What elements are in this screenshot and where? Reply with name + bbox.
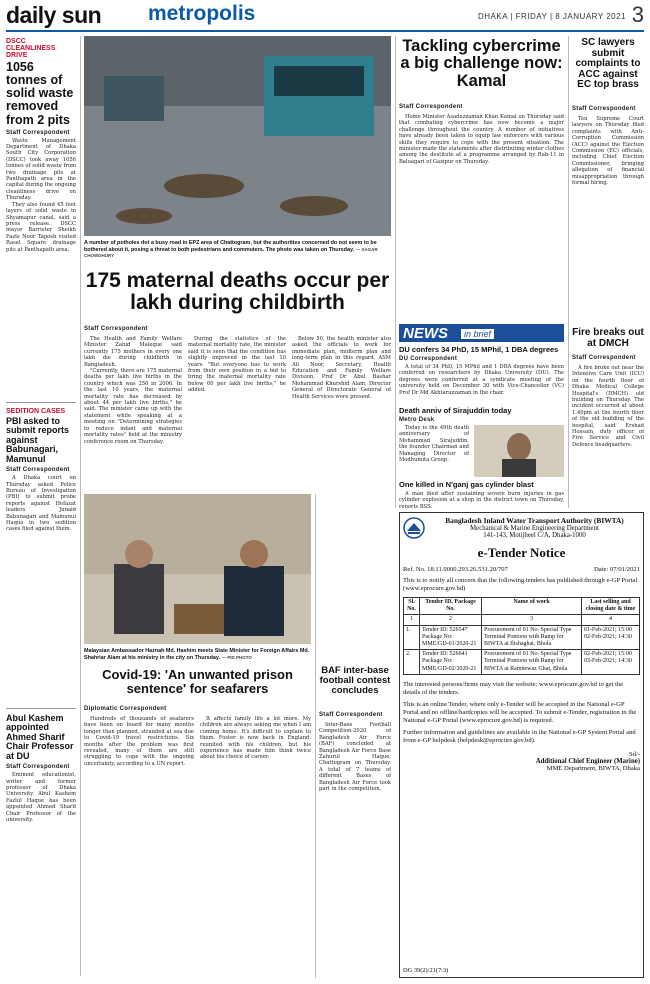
brief-du-degrees-headline: DU confers 34 PhD, 15 MPhil, 1 DBA degrees — [399, 345, 559, 354]
photo-ambassador — [84, 494, 311, 644]
main-story-col-2: During the statistics of the maternal mortality rate, the minister said it is seen that the condition has slightly improved in the last 10 years. "But everyone has to work from their own position in a bid to bring the maternal mortality rate below 60 per lakh live births," he added. — [188, 336, 286, 394]
tender-note-website: The interested persons/firms may visit the website: www.eprocure.gov.bd to get the details of the tenders. — [403, 680, 624, 696]
masthead-paper-name: daily sun — [6, 2, 102, 28]
brief-du-chair — [6, 714, 76, 982]
covid-story-headline: Covid-19: 'An unwanted prison sentence' for seafarers — [102, 667, 293, 696]
potholes-photo-illustration — [84, 36, 391, 236]
brief-dscc-byline: Staff Correspondent — [6, 129, 70, 136]
fire-headline: Fire breaks out at DMCH — [572, 327, 644, 349]
acc-body: Ten Supreme Court lawyers on Thursday filed complaints with Anti-Corruption Commission (ACC) against the Election Commission (EC) officials, including Chief Election Commissioner, bringing allegation of financial misappropriation through formal hiring. — [572, 116, 644, 187]
brief-du-chair-headline: Abul Kashem appointed Ahmed Sharif Chair Professor at DU — [6, 713, 74, 761]
acc-byline: Staff Correspondent — [572, 106, 636, 112]
tender-address: 141-143, Motijheel C/A, Dhaka-1000 — [483, 532, 586, 539]
table-cell: 01-Feb-2021; 15:00 02-Feb-2021; 14:30 — [582, 625, 640, 650]
baf-story-body: Inter-Base Football Competition-2020 of Bangladesh Air Force (BAF) concluded at Bangladesh Air Force Base Zahurul Haque, Chattogram on Thursday. A total of 7 teams of different Bases of Bangladesh Air Force took part in the competition. — [319, 722, 391, 793]
covid-story-col-2: It affects family life a lot more. My children are always asking me when I am coming home. It's difficult to explain to them. Foster is now back in England, reunited with his children, but his experience has made him think twice about his choice of career. — [200, 716, 311, 761]
fire-body: A fire broke out near the Intensive Care Unit (ICU) on the fourth floor of Dhaka Medical College Hospital's (DMCH) old building on Thursday. The incident occurred at about 1.40pm at the fourth floor of the old building of the hospital, said Ershad Hossain, duty officer of Fire Service and Civil Defence headquarters. — [572, 365, 644, 448]
tender-signer-dept: MME Department, BIWTA, Dhaka — [546, 764, 640, 772]
baf-story-byline: Staff Correspondent — [319, 712, 383, 718]
table-row — [404, 625, 640, 650]
cybercrime-body: Home Minister Asaduzzaman Khan Kamal on Thursday said that combating cybercrime has now become a major challenge throughout the country. A number of initiatives have already been taken to equip law enforcers with various skills they require to cope with the present situation. The minister made the statements after distributing winter clothes among the destitute at a programme arranged by Rab-11 in Baluagari of Gazipur on Thursday. — [399, 114, 564, 165]
table-cell: 2. — [404, 650, 420, 675]
divider — [6, 402, 76, 403]
cybercrime-byline: Staff Correspondent — [399, 104, 463, 110]
tender-intro: This is to notify all concern that the following tenders has published through e-GP Portal (www.eprocure.gov.bd) — [403, 577, 638, 592]
brief-sirajuddin-headline: Death anniv of Sirajuddin today — [399, 406, 512, 415]
tender-code: DG 39(2)/21(7:3) — [403, 967, 449, 974]
photo-ambassador-caption: Malaysian Ambassador Haznah Md. Hashim meets State Minister for Foreign Affairs Md. Shahriar Alam at his ministry in the city on Thursday. — PID PHOTO — [84, 648, 310, 661]
brief-du-degrees-body: A total of 34 PhD, 15 MPhil and 1 DBA degrees have been conferred on researchers by Dhaka University (DU). The degrees were conferred at a syndicate meeting of the university held on December 30 with Vice-Chancellor (VC) Prof Dr Md Akhtaruzzaman in the chair. — [399, 364, 564, 396]
photo-potholes — [84, 36, 391, 236]
table-header-cell: Tender ID, Package No. — [420, 598, 482, 615]
column-divider — [568, 36, 569, 508]
tender-signer: Additional Chief Engineer (Marine) — [535, 757, 640, 765]
covid-story-col-1: Hundreds of thousands of seafarers have been on board for many months longer than planned, stranded at sea due to Covid-19 travel restrictions. Six months after the problem was first revealed, many of them are still struggling to cope with the ongoing uncertainty, according to a UN report. — [84, 716, 194, 767]
masthead-rule — [6, 30, 644, 32]
main-story-col-1: The Health and Family Welfare Minister Zahid Maleque said currently 175 mothers in every one lakh die during childbirth in Bangladesh. "Currently, there are 175 maternal deaths per lakh live births in the country which was 250 in 2006. In the last 10 years, the maternal mortality rate has decreased by about 44 per lakh live births," he said. The minister came up with the statement while speaking at a meeting on "Determining strategies to reduce infant and maternal mortality rates" held at the ministry conference room on Thursday. — [84, 336, 182, 445]
acc-headline: SC lawyers submit complaints to ACC against EC top brass — [575, 37, 641, 90]
table-cell: 2 — [420, 615, 482, 625]
brief-sedition — [6, 408, 76, 705]
tender-title: e-Tender Notice — [477, 545, 566, 560]
brief-dscc — [6, 38, 76, 428]
tender-table — [403, 597, 640, 675]
main-story-col-3: Below 50, the health minister also asked the officials to work for immediate plan, midterm plan and long-term plan in this regard. ASM Ali Noor, Secretary, Health Education and Family Welfare Division, Prof Dr Abul Bashar Mohammad Khurshid Alam, Director General of Directorate General of Health Services were present. — [292, 336, 391, 400]
brief-gas-blast-headline: One killed in N'ganj gas cylinder blast — [399, 480, 534, 489]
divider — [6, 708, 76, 709]
tender-note-guidelines: Further information and guidelines are available in the National e-GP System Portal and from e-GP helpdesk (helpdesk@eprocure.gov.bd). — [403, 728, 636, 744]
table-header-cell: Last selling and closing date & time — [582, 598, 640, 615]
column-divider — [395, 36, 396, 508]
brief-sedition-byline: Staff Correspondent — [6, 467, 70, 474]
table-header-cell: Name of work — [482, 598, 582, 615]
table-cell: 1 — [404, 615, 420, 625]
brief-du-degrees-byline: DU Correspondent — [399, 356, 458, 362]
table-cell: Procurement of 01 No. Special Type Terminal Pontoon with Ramp for BIWTA at Ramnewaz Ghat, Bhola — [482, 650, 582, 675]
covid-story-byline: Diplomatic Correspondent — [84, 706, 167, 712]
tender-dept: Mechanical & Marine Engineering Department — [470, 525, 599, 532]
main-story-headline: 175 maternal deaths occur per lakh during childbirth — [85, 269, 390, 315]
biwta-logo-icon — [403, 517, 425, 539]
news-in-brief-banner — [399, 324, 564, 342]
table-cell: 1. — [404, 625, 420, 650]
news-in-brief-label: NEWS — [403, 325, 448, 342]
tender-ref: Ref. No. 18.11.0000.293.26.531.20/707 — [403, 566, 508, 573]
main-story-byline: Staff Correspondent — [84, 326, 148, 332]
table-cell: Procurement of 01 No. Special Type Terminal Pontoon with Ramp for BIWTA at Ilishaghat, Bhola — [482, 625, 582, 650]
table-row — [404, 650, 640, 675]
column-divider — [80, 36, 81, 976]
portrait-illustration — [474, 425, 564, 477]
masthead-dateline: DHAKA | FRIDAY | 8 JANUARY 2021 — [477, 12, 626, 21]
masthead-page-number: 3 — [631, 2, 644, 27]
cybercrime-headline: Tackling cybercrime a big challenge now: Kamal — [400, 37, 563, 90]
brief-du-chair-body: Eminent educationist, writer and former professor of Dhaka University Abul Kashem Fazlul Haque has been appointed Ahmed Sharif Chair Professor of the university. — [6, 772, 76, 824]
table-header-row — [404, 598, 640, 615]
baf-story-headline: BAF inter-base football contest concludes — [319, 665, 391, 696]
brief-sedition-tag: SEDITION CASES — [6, 408, 66, 415]
table-cell: 02-Feb-2021; 15:00 03-Feb-2021; 14:30 — [582, 650, 640, 675]
tender-note-online: This is an online Tender, where only e-Tender will be accepted in the National e-GP Portal and no offline/hardcopies will be accepted. To submit e-Tender, registration in the National e-GP Portal (www.eprocure.gov.bd) is required. — [403, 700, 637, 724]
table-cell: Tender ID: 526547 Package No: MME/GD-01/2020-21 — [420, 625, 482, 650]
brief-dscc-body: Waste Management Department of Dhaka South City Corporation (DSCC) took away 1056 tonnes of solid waste from two drainage pits at Panthapath area in the capital during the ongoing cleanliness drive on Thursday. They also found 45 feet layers of solid waste in Shyamapur canal, said a press release. DSCC mayor Barrister Sheikh Fazle Noor Taposh visited Rasel Square drainage pits at Panthapath area. — [6, 137, 76, 253]
tender-org: Bangladesh Inland Water Transport Authority (BIWTA) — [445, 516, 624, 525]
fire-byline: Staff Correspondent — [572, 355, 636, 361]
photo-potholes-caption: A number of potholes dot a busy road in EPZ area of Chattogram, but the authorities concerned do not seem to be bothered about it, posing a threat to both pedestrians and commuters. The photo was taken on Thursday. — SAGAR CHOWDHURY — [84, 240, 378, 258]
tender-sd: Sd/- — [629, 750, 640, 758]
table-cell: 3 — [482, 615, 582, 625]
column-divider — [315, 494, 316, 978]
tender-notice — [399, 512, 644, 978]
brief-sirajuddin-body: Today is the 49th death anniversary of Mohammad Sirajuddin, the founder Chairman and Managing Director of Modhumita Group. — [399, 425, 469, 464]
tender-header — [403, 516, 640, 539]
news-in-brief-sublabel: in brief — [461, 329, 494, 339]
brief-sirajuddin-byline: Metro Desk — [399, 417, 435, 423]
brief-gas-blast-body: A man died after sustaining severe burn injuries in gas cylinder explosion at a shop in the district town on Thursday, reports BSS. — [399, 491, 564, 508]
photo-potholes-credit: — SAGAR CHOWDHURY — [84, 246, 378, 258]
table-cell: Tender ID: 526641 Package No: MME/GD-02/2020-21 — [420, 650, 482, 675]
table-cell: 4 — [582, 615, 640, 625]
tender-date: Date: 07/01/2021 — [594, 566, 640, 573]
masthead-section-name: metropolis — [148, 2, 256, 25]
table-header-cell: Sl. No. — [404, 598, 420, 615]
sirajuddin-portrait — [474, 425, 564, 477]
photo-ambassador-credit: — PID PHOTO — [221, 654, 252, 660]
brief-sedition-headline: PBI asked to submit reports against Babunagari, Mamunul — [6, 416, 70, 464]
meeting-photo-illustration — [84, 494, 311, 644]
table-number-row — [404, 615, 640, 625]
brief-sedition-body: A Dhaka court on Thursday asked Police Bureau of Investigation (PBI) to submit probe reports against Hefazat leaders Junaid Babunagari and Mamunul Haque in two sedition cases filed against them. — [6, 475, 76, 533]
brief-dscc-headline: 1056 tonnes of solid waste removed from 2 pits — [6, 60, 74, 127]
brief-dscc-tag: DSCC CLEANLINESS DRIVE — [6, 38, 56, 59]
brief-du-chair-byline: Staff Correspondent — [6, 764, 70, 771]
